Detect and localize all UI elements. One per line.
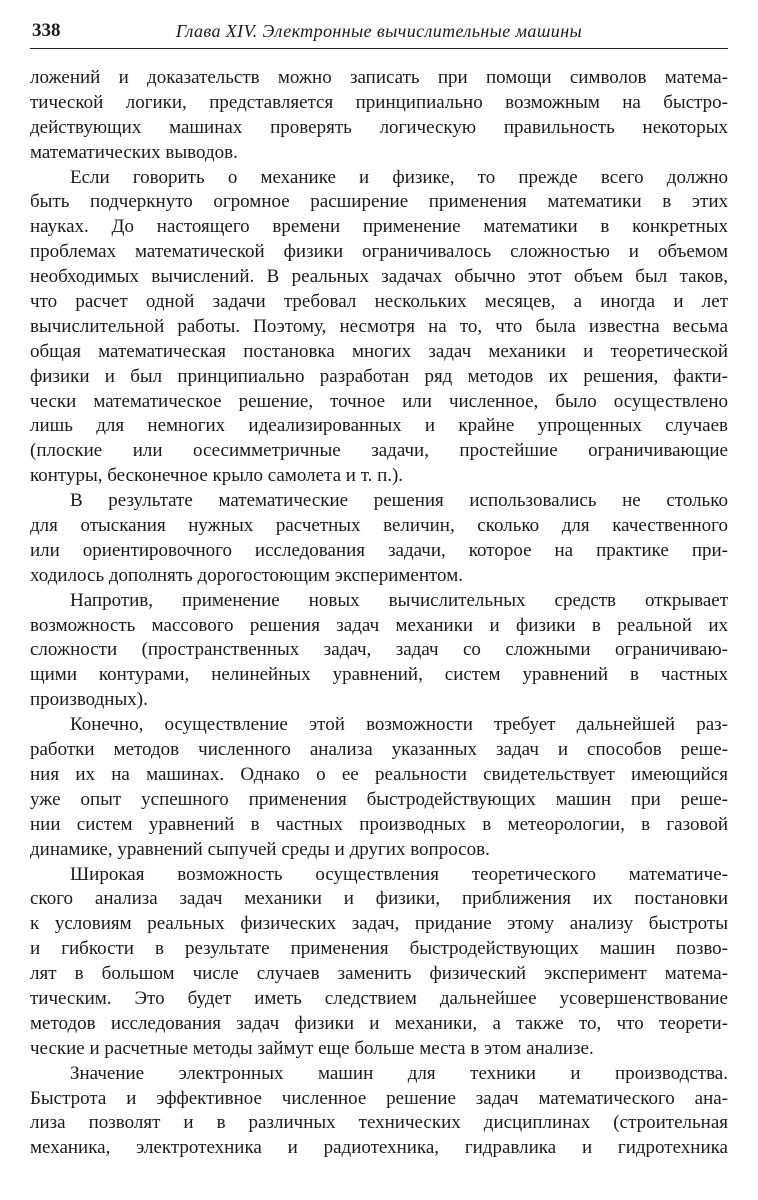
page-number: 338	[32, 20, 61, 41]
text-line: контуры, бесконечное крыло самолета и т. п.).	[30, 465, 404, 487]
text-line: или ориентировочного исследования задачи, которое на практике при-	[30, 539, 728, 561]
text-line: Значение электронных машин для техники и производства.	[70, 1062, 728, 1084]
text-line: Напротив, применение новых вычислительных средств открывает	[70, 589, 728, 611]
paragraph	[30, 589, 728, 713]
text-line: науках. До настоящего времени применение математики в конкретных	[30, 216, 728, 238]
header-rule	[30, 48, 728, 49]
text-line: В результате математические решения использовались не столько	[70, 490, 728, 512]
text-line: механика, электротехника и радиотехника, гидравлика и гидротехника	[30, 1137, 728, 1159]
text-line: возможность массового решения задач механики и физики в реальной их	[30, 614, 728, 636]
text-line: быть подчеркнуто огромное расширение применения математики в этих	[30, 191, 728, 213]
text-line: ского анализа задач механики и физики, приближения их постановки	[30, 888, 728, 910]
text-line: и гибкости в результате применения быстродействующих машин позво-	[30, 938, 728, 960]
text-line: сложности (пространственных задач, задач со сложными ограничиваю-	[30, 639, 728, 661]
paragraph	[30, 166, 728, 490]
chapter-title: Глава XIV. Электронные вычислительные машины	[175, 21, 583, 41]
text-line: ходилось дополнять дорогостоющим экспериментом.	[30, 564, 463, 586]
text-line: действующих машинах проверять логическую правильность некоторых	[30, 116, 728, 138]
body-text	[30, 66, 728, 1161]
paragraph	[30, 863, 728, 1062]
text-line: щими контурами, нелинейных уравнений, систем уравнений в частных	[30, 664, 728, 686]
text-line: лиза позволят и в различных технических дисциплинах (строительная	[30, 1112, 728, 1134]
text-line: (плоские или осесимметричные задачи, простейшие ограничивающие	[30, 440, 728, 462]
text-line: к условиям реальных физических задач, придание этому анализу быстроты	[30, 913, 728, 935]
text-line: ческие и расчетные методы займут еще больше места в этом анализе.	[30, 1037, 594, 1059]
text-line: Если говорить о механике и физике, то прежде всего должно	[70, 166, 728, 188]
text-line: физики и был принципиально разработан ряд методов их решения, факти-	[30, 365, 728, 387]
text-line: вычислительной работы. Поэтому, несмотря на то, что была известна весьма	[30, 315, 728, 337]
text-line: ния их на машинах. Однако о ее реальности свидетельствует имеющийся	[30, 763, 728, 785]
text-line: Быстрота и эффективное численное решение задач математического ана-	[30, 1087, 728, 1109]
text-line: производных).	[30, 689, 148, 711]
text-line: для отыскания нужных расчетных величин, сколько для качественного	[30, 515, 728, 537]
text-line: ложений и доказательств можно записать при помощи символов матема-	[30, 67, 728, 88]
paragraph	[30, 489, 728, 589]
text-line: что расчет одной задачи требовал нескольких месяцев, а иногда и лет	[30, 291, 728, 313]
text-line: нии систем уравнений в частных производных в метеорологии, в газовой	[30, 813, 728, 835]
text-line: лят в большом числе случаев заменить физический эксперимент матема-	[30, 963, 728, 985]
text-line: математических выводов.	[30, 141, 238, 163]
text-line: тической логики, представляется принципиально возможным на быстро-	[30, 91, 728, 113]
text-line: общая математическая постановка многих задач механики и теоретической	[30, 340, 728, 362]
text-line: чески математическое решение, точное или численное, было осуществлено	[30, 390, 728, 412]
text-line: Конечно, осуществление этой возможности требует дальнейшей раз-	[70, 714, 728, 736]
running-head	[30, 14, 728, 48]
text-line: Широкая возможность осуществления теоретического математиче-	[70, 863, 728, 885]
paragraph	[30, 1062, 728, 1162]
text-line: методов исследования задач физики и механики, а также то, что теорети-	[30, 1012, 728, 1034]
text-line: динамике, уравнений сыпучей среды и других вопросов.	[30, 838, 490, 860]
paragraph	[30, 713, 728, 862]
text-line: лишь для немногих идеализированных и крайне упрощенных случаев	[30, 415, 728, 437]
text-line: необходимых вычислений. В реальных задачах обычно этот объем был таков,	[30, 266, 728, 288]
text-line: тическим. Это будет иметь следствием дальнейшее усовершенствование	[30, 987, 728, 1009]
text-line: проблемах математической физики ограничивалось сложностью и объемом	[30, 241, 728, 263]
text-line: уже опыт успешного применения быстродействующих машин при реше-	[30, 788, 728, 810]
text-line: работки методов численного анализа указанных задач и способов реше-	[30, 739, 728, 761]
paragraph	[30, 66, 728, 166]
